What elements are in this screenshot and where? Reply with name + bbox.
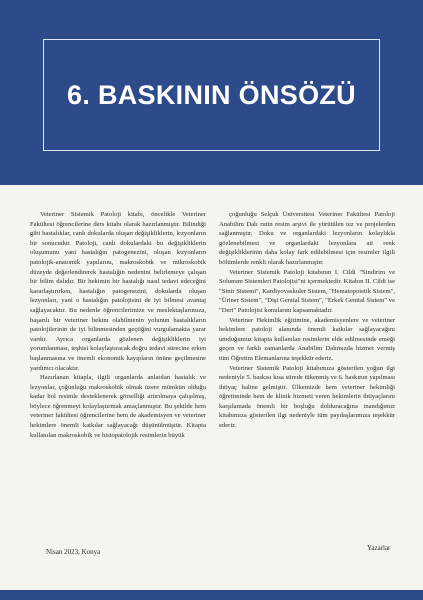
right-column [219, 210, 395, 440]
bottom-band [0, 590, 423, 600]
title-frame [43, 39, 380, 151]
date-place: Nisan 2023, Konya [46, 548, 101, 556]
body-content [30, 210, 395, 440]
header-band [0, 0, 423, 185]
paragraph: Veteriner Sistemik Patoloji kitabımıza gösterilen yoğun ilgi nedeniyle 5. baskısı kısa sürede tükenmiş ve 6. baskının yapılması ihtiyaç haline gelmiştir. Ülkemizde hem veteriner hekimliği öğretiminde hem de klinik hizmeti veren hekimlerin ihtiyaçlarını karşılamada önemli bir boşluğu dolduracağına inandığımız kitabımıza gösterilen ilgi nedeniyle tüm paydaşlarımıza teşekkür ederiz. [219, 364, 395, 430]
page-title: 6. BASKININ ÖNSÖZÜ [67, 79, 356, 110]
paragraph: Veteriner Sistemik Patoloji kitabı, öncelikle Veteriner Fakültesi öğrencilerine ders kitabı olarak hazırlanmıştır. Bilindiği gibi hastalıklar, canlı dokularda oluşan değişikliklerin, lezyonların bir sonucudur. Patoloji, canlı dokulardaki bu değişikliklerin oluşumunu yani hastalığın patogenezini, oluşan lezyonların patolojik-anatomik yapılarını, makroskobik ve mikroskobik düzeyde değerlendirerek hastalığın nedenini belirlemeye çalışan bir bilim dalıdır. Bir hekimin bir hastalığı nasıl tedavi edeceğini kararlaştırırken, hastalığın patogenezini, dokularda oluşan lezyonları, yani o hastalığın patolojisini de iyi bilmesi avantaj sağlayacaktır. Bu nedenle öğrencilerimize ve meslektaşlarımıza, başarılı bir veteriner hekim olabilmenin yolunun hastalıkların patolojilerinin de iyi bilinmesinden geçtiğini vurgulamakta yarar vardır. Ayrıca organlarda gözlenen değişikliklerin iyi yorumlanması, teşhisi kolaylaştıracak doğru tedavi sürecine erken başlanmasına ve önemli ekonomik kayıpların önüne geçilmesine yardımcı olacaktır. [30, 211, 206, 372]
paragraph: Veteriner Hekimlik eğitimine, akademisyenlere ve veteriner hekimlere patoloji alanında önemli katkılar sağlayacağını umduğumuz kitapta kullanılan resimlerin elde edilmesinde emeği geçen ve farklı zamanlarda Anabilim Dalımızda hizmet vermiş tüm Öğretim Elemanlarına teşekkür ederiz. [219, 316, 395, 362]
left-column [30, 210, 206, 440]
paragraph: Veteriner Sistemik Patoloji kitabının I. Cildi "Sindirim ve Solunum Sistemleri Patolojisi"ni içermektedir. Kitabın II. Cildi ise "Sinir Sistemi", Kardiyovaskuler Sistem, "Hematopoietik Sistem", "Üriner Sistem", "Dişi Genital Sistem", "Erkek Genital Sistem" ve "Deri" Patolojisi konularını kapsamaktadır. [219, 268, 395, 314]
paragraph: çoğunluğu Selçuk Üniversitesi Veteriner Fakültesi Patoloji Anabilim Dalı rutin resim arşivi ile yürütülen tez ve projelerden sağlanmıştır. Doku ve organlardaki lezyonların kolaylıkla gözlenebilmesi ve organlardaki lezyonlara ait renk değişikliklerinin daha kolay fark edilebilmesi için resimler ilgili bölümlerde renkli olarak hazırlanmıştır. [219, 211, 395, 266]
paragraph: Hazırlanan kitapla, ilgili organlarda anlatılan hastalık ve lezyonlar, çoğunluğu makroskobik olmak üzere mümkün olduğu kadar bol resimle desteklenerek görselliği artırılmaya çalışılmış, böylece öğrenmeyi kolaylaştırmak amaçlanmıştır. Bu şekilde hem veteriner fakültesi öğrencilerine hem de akademisyen ve veteriner hekimlere önemli katkılar sağlayacağı düşünülmüştür. Kitapta kullanılan makroskobik ve histopatolojik resimlerin büyük [30, 374, 206, 439]
signature: Yazarlar [367, 544, 391, 552]
